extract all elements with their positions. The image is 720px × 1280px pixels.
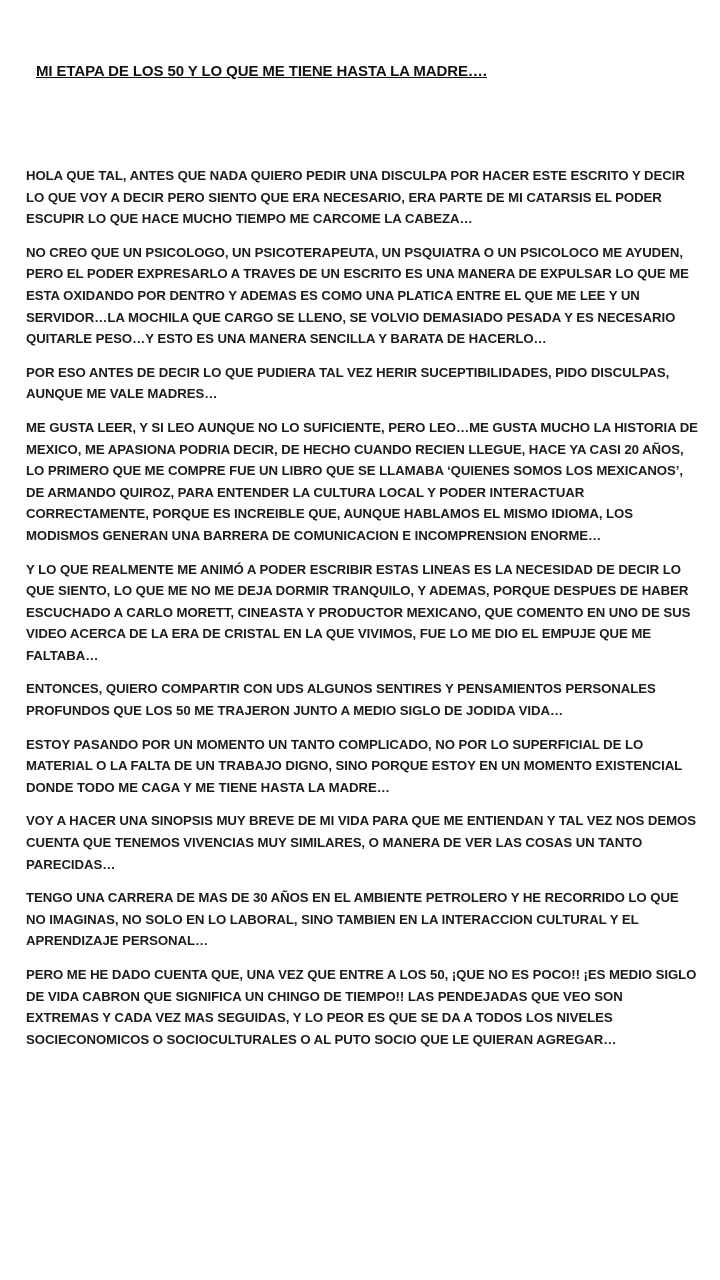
paragraph-2: NO CREO QUE UN PSICOLOGO, UN PSICOTERAPEUTA, UN PSQUIATRA O UN PSICOLOCO ME AYUDEN, PERO EL PODER EXPRESARLO A TRAVES DE UN ESCRITO ES UNA MANERA DE EXPULSAR LO QUE ME ESTA OXIDANDO POR DENTRO Y ADEMAS ES COMO UNA PLATICA ENTRE EL QUE ME LEE Y UN SERVIDOR…LA MOCHILA QUE CARGO SE LLENO, SE VOLVIO DEMASIADO PESADA Y ES NECESARIO QUITARLE PESO…Y ESTO ES UNA MANERA SENCILLA Y BARATA DE HACERLO… [26,244,689,347]
paragraph-1: HOLA QUE TAL, ANTES QUE NADA QUIERO PEDIR UNA DISCULPA POR HACER ESTE ESCRITO Y DECIR LO QUE VOY A DECIR PERO SIENTO QUE ERA NECESARIO, ERA PARTE DE MI CATARSIS EL PODER ESCUPIR LO QUE HACE MUCHO TIEMPO ME CARCOME LA CABEZA… [26,168,685,227]
paragraph-9: TENGO UNA CARRERA DE MAS DE 30 AÑOS EN EL AMBIENTE PETROLERO Y HE RECORRIDO LO QUE NO IMAGINAS, NO SOLO EN LO LABORAL, SINO TAMBIEN EN LA INTERACCION CULTURAL Y EL APRENDIZAJE PERSONAL… [26,890,679,949]
document-body [26,165,698,1062]
paragraph-7: ESTOY PASANDO POR UN MOMENTO UN TANTO COMPLICADO, NO POR LO SUPERFICIAL DE LO MATERIAL O LA FALTA DE UN TRABAJO DIGNO, SINO PORQUE ESTOY EN UN MOMENTO EXISTENCIAL DONDE TODO ME CAGA Y ME TIENE HASTA LA MADRE… [26,736,682,795]
paragraph-3: POR ESO ANTES DE DECIR LO QUE PUDIERA TAL VEZ HERIR SUCEPTIBILIDADES, PIDO DISCULPAS, AUNQUE ME VALE MADRES… [26,364,670,402]
paragraph-8: VOY A HACER UNA SINOPSIS MUY BREVE DE MI VIDA PARA QUE ME ENTIENDAN Y TAL VEZ NOS DEMOS CUENTA QUE TENEMOS VIVENCIAS MUY SIMILARES, O MANERA DE VER LAS COSAS UN TANTO PARECIDAS… [26,813,697,872]
paragraph-10: PERO ME HE DADO CUENTA QUE, UNA VEZ QUE ENTRE A LOS 50, ¡QUE NO ES POCO!! ¡ES MEDIO SIGLO DE VIDA CABRON QUE SIGNIFICA UN CHINGO DE TIEMPO!! LAS PENDEJADAS QUE VEO SON EXTREMAS Y CADA VEZ MAS SEGUIDAS, Y LO PEOR ES QUE SE DA A TODOS LOS NIVELES SOCIECONOMICOS O SOCIOCULTURALES O AL PUTO SOCIO QUE LE QUIERAN AGREGAR… [26,967,697,1047]
paragraph-4: ME GUSTA LEER, Y SI LEO AUNQUE NO LO SUFICIENTE, PERO LEO…ME GUSTA MUCHO LA HISTORIA DE MEXICO, ME APASIONA PODRIA DECIR, DE HECHO CUANDO RECIEN LLEGUE, HACE YA CASI 20 AÑOS, LO PRIMERO QUE ME COMPRE FUE UN LIBRO QUE SE LLAMABA ‘QUIENES SOMOS LOS MEXICANOS’, DE ARMANDO QUIROZ, PARA ENTENDER LA CULTURA LOCAL Y PODER INTERACTUAR CORRECTAMENTE, PORQUE ES INCREIBLE QUE, AUNQUE HABLAMOS EL MISMO IDIOMA, LOS MODISMOS GENERAN UNA BARRERA DE COMUNICACION E INCOMPRENSION ENORME… [26,419,698,543]
paragraph-5: Y LO QUE REALMENTE ME ANIMÓ A PODER ESCRIBIR ESTAS LINEAS ES LA NECESIDAD DE DECIR LO QUE SIENTO, LO QUE ME NO ME DEJA DORMIR TRANQUILO, Y ADEMAS, PORQUE DESPUES DE HABER ESCUCHADO A CARLO MORETT, CINEASTA Y PRODUCTOR MEXICANO, QUE COMENTO EN UNO DE SUS VIDEO ACERCA DE LA ERA DE CRISTAL EN LA QUE VIVIMOS, FUE LO ME DIO EL EMPUJE QUE ME FALTABA… [26,561,691,663]
document-title: MI ETAPA DE LOS 50 Y LO QUE ME TIENE HASTA LA MADRE…. [36,63,487,80]
paragraph-6: ENTONCES, QUIERO COMPARTIR CON UDS ALGUNOS SENTIRES Y PENSAMIENTOS PERSONALES PROFUNDOS QUE LOS 50 ME TRAJERON JUNTO A MEDIO SIGLO DE JODIDA VIDA… [26,681,656,719]
